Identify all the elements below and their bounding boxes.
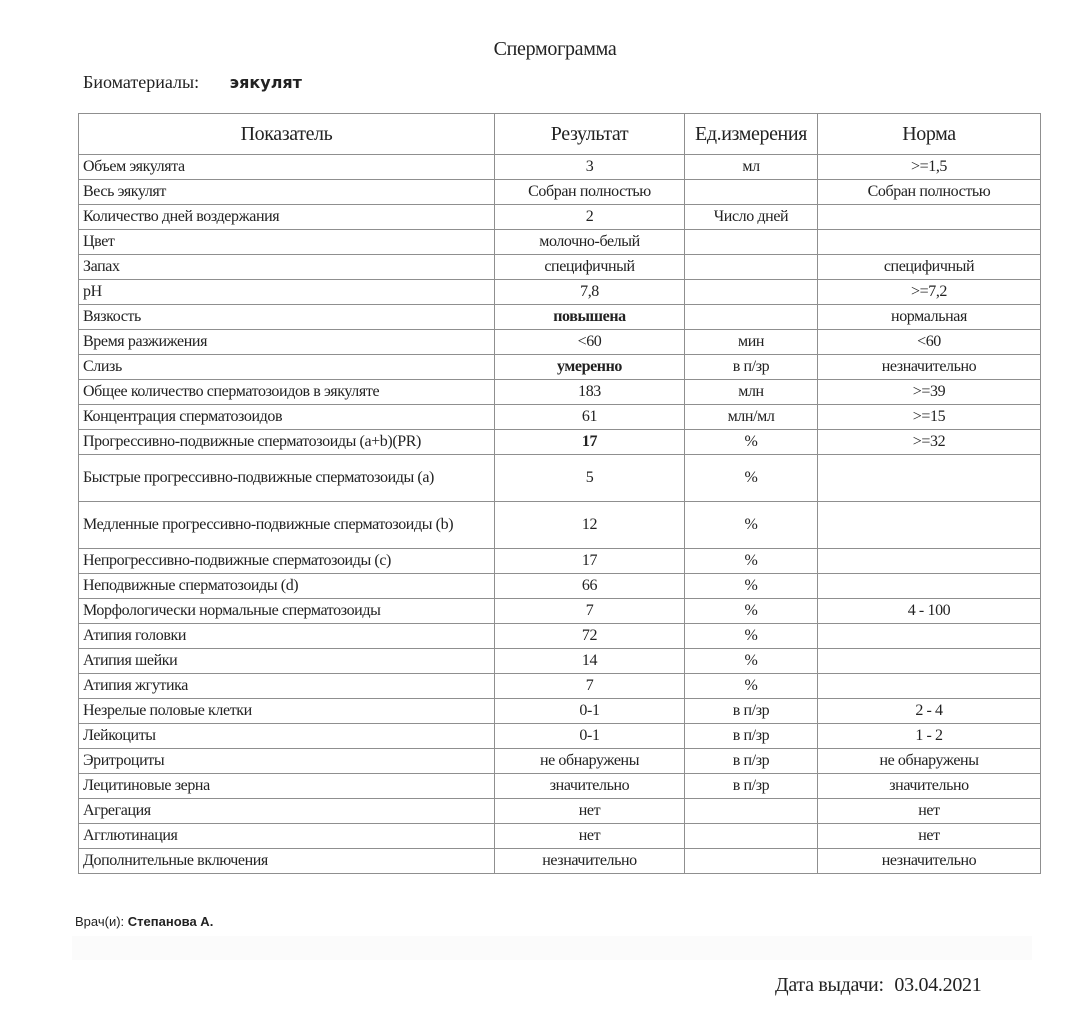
cell-unit: мл [685, 155, 818, 180]
header-parameter: Показатель [79, 114, 495, 155]
table-row [79, 380, 1041, 405]
cell-norm [818, 649, 1041, 674]
cell-result: 66 [495, 574, 685, 599]
cell-norm: Собран полностью [818, 180, 1041, 205]
cell-parameter: Морфологически нормальные сперматозоиды [79, 599, 495, 624]
cell-result: специфичный [495, 255, 685, 280]
biomaterial-line [83, 72, 302, 93]
cell-result: повышена [495, 305, 685, 330]
cell-result: умеренно [495, 355, 685, 380]
cell-norm: 2 - 4 [818, 699, 1041, 724]
cell-unit: млн/мл [685, 405, 818, 430]
cell-unit: % [685, 599, 818, 624]
cell-result: 2 [495, 205, 685, 230]
page-title: Спермограмма [493, 38, 617, 60]
doctor-name: Степанова А. [127, 914, 214, 929]
cell-parameter: Агрегация [79, 799, 495, 824]
header-result: Результат [495, 114, 685, 155]
table-body [79, 155, 1041, 874]
cell-norm: нормальная [818, 305, 1041, 330]
cell-unit: % [685, 649, 818, 674]
cell-norm: <60 [818, 330, 1041, 355]
cell-parameter: Эритроциты [79, 749, 495, 774]
table-row [79, 405, 1041, 430]
cell-result: 0-1 [495, 699, 685, 724]
table-row [79, 599, 1041, 624]
cell-unit: % [685, 549, 818, 574]
cell-norm [818, 205, 1041, 230]
cell-unit [685, 230, 818, 255]
cell-norm: незначительно [818, 849, 1041, 874]
cell-unit [685, 255, 818, 280]
cell-parameter: Медленные прогрессивно-подвижные сперматозоиды (b) [79, 502, 495, 549]
table-row [79, 799, 1041, 824]
cell-norm: незначительно [818, 355, 1041, 380]
table-row [79, 502, 1041, 549]
cell-norm: >=1,5 [818, 155, 1041, 180]
biomaterial-label: Биоматериалы: [83, 72, 200, 92]
table-row [79, 849, 1041, 874]
table-row [79, 330, 1041, 355]
issue-date-line [775, 974, 981, 997]
table-row [79, 255, 1041, 280]
cell-parameter: Быстрые прогрессивно-подвижные сперматозоиды (a) [79, 455, 495, 502]
table-header-row [79, 114, 1041, 155]
table-row [79, 455, 1041, 502]
cell-result: 3 [495, 155, 685, 180]
cell-norm: нет [818, 824, 1041, 849]
header-unit: Ед.измерения [685, 114, 818, 155]
cell-unit: % [685, 502, 818, 549]
table-row [79, 549, 1041, 574]
cell-norm: >=32 [818, 430, 1041, 455]
cell-unit [685, 824, 818, 849]
cell-unit [685, 849, 818, 874]
cell-parameter: Незрелые половые клетки [79, 699, 495, 724]
cell-parameter: Весь эякулят [79, 180, 495, 205]
cell-parameter: Лейкоциты [79, 724, 495, 749]
table-row [79, 624, 1041, 649]
doctor-line [75, 914, 213, 929]
table-row [79, 649, 1041, 674]
cell-norm: нет [818, 799, 1041, 824]
cell-parameter: Неподвижные сперматозоиды (d) [79, 574, 495, 599]
cell-parameter: pH [79, 280, 495, 305]
cell-unit: % [685, 624, 818, 649]
cell-unit: % [685, 455, 818, 502]
cell-result: Собран полностью [495, 180, 685, 205]
cell-result: нет [495, 799, 685, 824]
cell-parameter: Прогрессивно-подвижные сперматозоиды (a+b)(PR) [79, 430, 495, 455]
table-row [79, 699, 1041, 724]
table-row [79, 180, 1041, 205]
table-row [79, 430, 1041, 455]
table-row [79, 824, 1041, 849]
table-row [79, 155, 1041, 180]
cell-parameter: Общее количество сперматозоидов в эякуляте [79, 380, 495, 405]
table-row [79, 774, 1041, 799]
biomaterial-value: эякулят [229, 73, 302, 92]
cell-result: 7 [495, 674, 685, 699]
cell-parameter: Вязкость [79, 305, 495, 330]
cell-unit: Число дней [685, 205, 818, 230]
cell-unit [685, 799, 818, 824]
cell-parameter: Цвет [79, 230, 495, 255]
cell-norm: >=7,2 [818, 280, 1041, 305]
table-row [79, 674, 1041, 699]
issue-date-label: Дата выдачи: [775, 974, 884, 996]
cell-result: 12 [495, 502, 685, 549]
cell-unit: в п/зр [685, 749, 818, 774]
table-row [79, 230, 1041, 255]
cell-parameter: Концентрация сперматозоидов [79, 405, 495, 430]
cell-norm: >=39 [818, 380, 1041, 405]
cell-unit: в п/зр [685, 355, 818, 380]
table-row [79, 280, 1041, 305]
cell-result: незначительно [495, 849, 685, 874]
cell-norm: 1 - 2 [818, 724, 1041, 749]
cell-parameter: Время разжижения [79, 330, 495, 355]
table-row [79, 355, 1041, 380]
cell-parameter: Количество дней воздержания [79, 205, 495, 230]
cell-unit [685, 305, 818, 330]
cell-unit: % [685, 674, 818, 699]
cell-parameter: Запах [79, 255, 495, 280]
footer-shade [72, 936, 1032, 960]
cell-parameter: Агглютинация [79, 824, 495, 849]
cell-norm: значительно [818, 774, 1041, 799]
cell-unit: в п/зр [685, 774, 818, 799]
cell-unit: в п/зр [685, 699, 818, 724]
cell-norm: >=15 [818, 405, 1041, 430]
cell-unit: мин [685, 330, 818, 355]
cell-norm [818, 230, 1041, 255]
table-row [79, 724, 1041, 749]
cell-result: 61 [495, 405, 685, 430]
cell-parameter: Атипия головки [79, 624, 495, 649]
cell-norm [818, 455, 1041, 502]
doctor-label: Врач(и): [75, 914, 125, 929]
cell-result: не обнаружены [495, 749, 685, 774]
cell-result: 7,8 [495, 280, 685, 305]
cell-result: 7 [495, 599, 685, 624]
table-row [79, 205, 1041, 230]
cell-result: 5 [495, 455, 685, 502]
cell-unit: % [685, 430, 818, 455]
cell-result: 183 [495, 380, 685, 405]
cell-parameter: Непрогрессивно-подвижные сперматозоиды (c) [79, 549, 495, 574]
cell-norm: 4 - 100 [818, 599, 1041, 624]
cell-unit: в п/зр [685, 724, 818, 749]
cell-result: 14 [495, 649, 685, 674]
cell-parameter: Атипия шейки [79, 649, 495, 674]
cell-parameter: Объем эякулята [79, 155, 495, 180]
cell-norm: не обнаружены [818, 749, 1041, 774]
cell-norm [818, 624, 1041, 649]
cell-unit: % [685, 574, 818, 599]
cell-unit [685, 280, 818, 305]
cell-result: значительно [495, 774, 685, 799]
cell-norm [818, 674, 1041, 699]
cell-result: нет [495, 824, 685, 849]
cell-unit [685, 180, 818, 205]
cell-result: 72 [495, 624, 685, 649]
cell-parameter: Слизь [79, 355, 495, 380]
cell-norm [818, 574, 1041, 599]
cell-unit: млн [685, 380, 818, 405]
issue-date-value: 03.04.2021 [894, 974, 982, 996]
table-row [79, 749, 1041, 774]
header-norm: Норма [818, 114, 1041, 155]
table-row [79, 574, 1041, 599]
cell-norm: специфичный [818, 255, 1041, 280]
cell-result: молочно-белый [495, 230, 685, 255]
cell-result: 17 [495, 549, 685, 574]
results-table [78, 113, 1041, 874]
cell-parameter: Атипия жгутика [79, 674, 495, 699]
cell-parameter: Лецитиновые зерна [79, 774, 495, 799]
cell-norm [818, 549, 1041, 574]
cell-result: 0-1 [495, 724, 685, 749]
cell-result: <60 [495, 330, 685, 355]
cell-result: 17 [495, 430, 685, 455]
cell-norm [818, 502, 1041, 549]
cell-parameter: Дополнительные включения [79, 849, 495, 874]
table-row [79, 305, 1041, 330]
